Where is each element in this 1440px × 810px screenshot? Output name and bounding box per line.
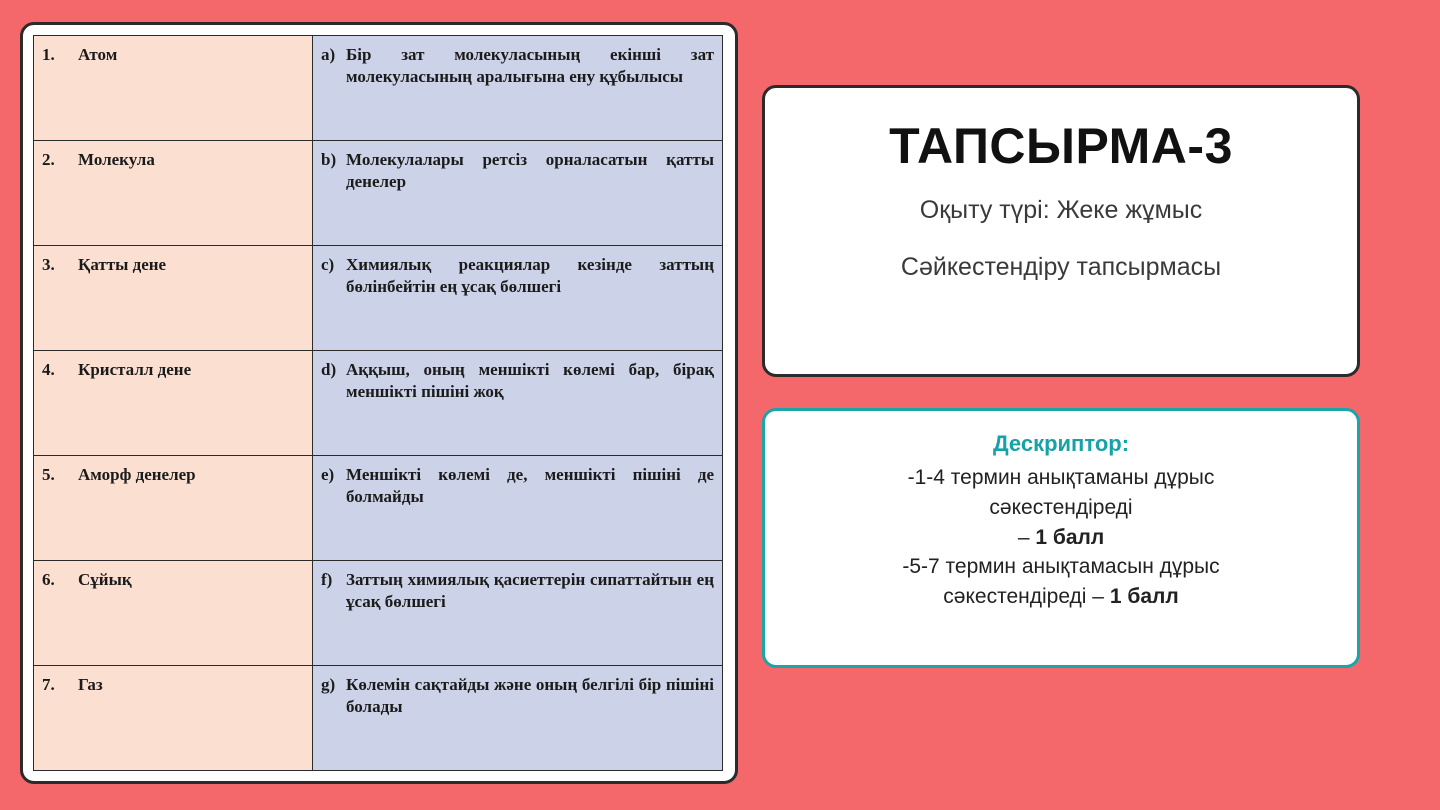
task-type-text: Сәйкестендіру тапсырмасы [900,252,1222,281]
definition-letter: b) [321,150,337,169]
term-label: Атом [78,45,118,64]
definition-text: Көлемін сақтайды және оның белгілі бір пішіні болады [346,675,714,717]
term-cell [34,246,313,351]
term-cell [34,351,313,456]
definition-text: Молекулалары ретсіз орналасатын қатты денелер [346,150,714,192]
term-label: Аморф денелер [78,465,196,484]
term-label: Кристалл дене [78,360,192,379]
term-label: Қатты дене [78,255,167,274]
term-label: Газ [78,675,103,694]
term-cell [34,666,313,771]
definition-text: Бір зат молекуласының екінші зат молекуласының аралығына ену құбылысы [346,45,714,87]
definition-cell [313,666,723,771]
matching-table-card [20,22,738,784]
definition-text: Меншікті көлемі де, меншікті пішіні де болмайды [346,465,714,507]
definition-cell [313,246,723,351]
definition-letter: f) [321,570,333,589]
definition-cell [313,456,723,561]
definition-letter: a) [321,45,336,64]
learning-type-text: Оқыту түрі: Жеке жұмыс [919,195,1203,224]
matching-table [33,35,723,771]
definition-text: Аққыш, оның меншікті көлемі бар, бірақ меншікті пішіні жоқ [346,360,714,402]
descriptor-title: Дескриптор: [992,431,1130,456]
descriptor-card [762,408,1360,668]
definition-letter: g) [321,675,336,694]
descriptor-line-2: сәкестендіреді [989,495,1133,519]
term-number: 5. [42,465,55,484]
term-number: 6. [42,570,55,589]
term-number: 2. [42,150,55,169]
table-row [34,666,723,771]
term-number: 4. [42,360,55,379]
descriptor-line-3-score: 1 балл [1035,525,1105,549]
definition-letter: e) [321,465,335,484]
term-number: 7. [42,675,55,694]
definition-letter: c) [321,255,335,274]
term-cell [34,141,313,246]
descriptor-body [793,463,1329,612]
term-label: Молекула [78,150,155,169]
term-number: 1. [42,45,55,64]
definition-letter: d) [321,360,337,379]
descriptor-line-4: -5-7 термин анықтамасын дұрыс [902,555,1220,579]
descriptor-line-1: -1-4 термин анықтаманы дұрыс [907,466,1215,489]
term-cell [34,561,313,666]
term-number: 3. [42,255,55,274]
definition-cell [313,36,723,141]
term-cell [34,36,313,141]
table-row [34,351,723,456]
table-row [34,456,723,561]
table-row [34,246,723,351]
table-row [34,141,723,246]
definition-cell [313,561,723,666]
table-row [34,36,723,141]
definition-cell [313,351,723,456]
page-title: ТАПСЫРМА-3 [889,118,1233,174]
definition-text: Заттың химиялық қасиеттерін сипаттайтын ең ұсақ бөлшегі [346,570,714,612]
descriptor-line-5-prefix: сәкестендіреді – [943,585,1110,609]
term-cell [34,456,313,561]
task-title-card [762,85,1360,377]
definition-text: Химиялық реакциялар кезінде заттың бөлінбейтін ең ұсақ бөлшегі [346,255,714,297]
descriptor-line-3-prefix: – [1017,525,1036,549]
definition-cell [313,141,723,246]
table-row [34,561,723,666]
descriptor-line-5-score: 1 балл [1109,585,1179,609]
term-label: Сұйық [78,570,132,589]
